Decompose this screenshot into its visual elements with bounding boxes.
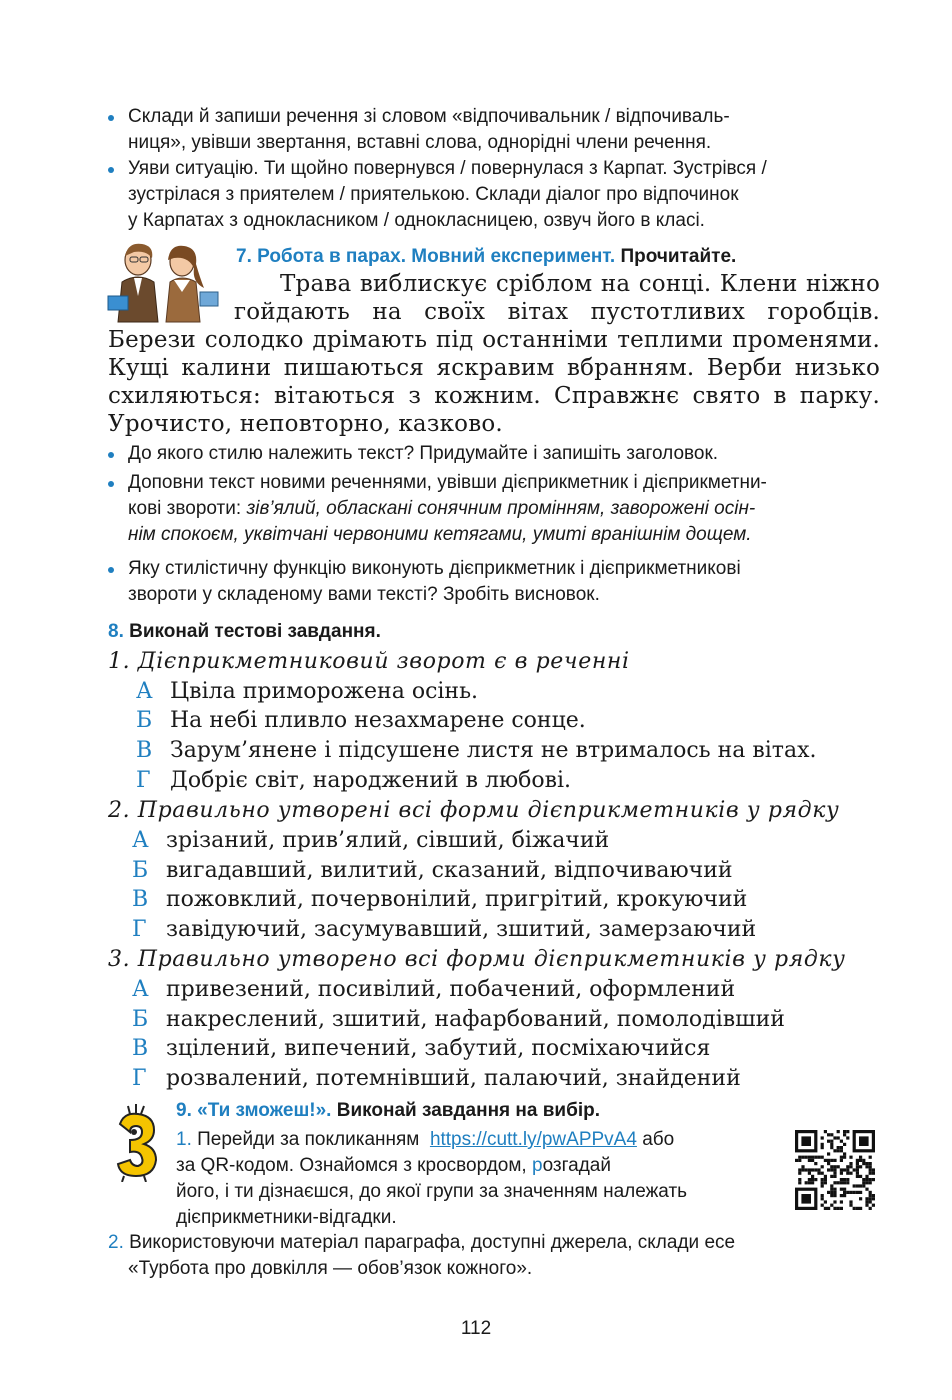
page-number: 112	[460, 1318, 492, 1339]
mascot-icon	[110, 1102, 164, 1182]
task8-heading: 8. Виконай тестові завдання.	[108, 621, 381, 642]
option-c: В пожовклий, почервонілий, пригрітий, крокуючий	[132, 887, 748, 912]
task7-heading: 7. Робота в парах. Мовний експеримент. Прочитайте.	[236, 246, 737, 267]
bullet-icon	[108, 452, 114, 458]
task7-text: Трава виблискує сріблом на сонці. Клени ніжно гойдають на своїх вітах пустотливих горобців. Берези солодко дрімають під останніми теплими променями. Кущі калини пишаються яскравим вбранням. Верби низько схиляються: вітаються з кожним. Справжнє свято в парку. Урочисто, неповторно, казково.	[108, 271, 880, 437]
qr-code-icon[interactable]	[795, 1130, 875, 1210]
option-c: В зцілений, випечений, забутий, посміхаючийся	[132, 1036, 711, 1061]
bullet-item: До якого стилю належить текст? Придумайте і запишіть заголовок.	[108, 441, 892, 467]
bullet-icon	[108, 481, 114, 487]
bullet-item	[108, 104, 892, 156]
question-2: 2. Правильно утворені всі форми дієприкметників у рядку	[108, 798, 840, 823]
task9-item1: 1. Перейди за покликанням https://cutt.ly/pwAPPvA4 або за QR-кодом. Ознайомся з кросвордом, розгадай його, і ти дізнаєшся, до якої групи за значенням належать дієприкметники-відгадки.	[176, 1129, 688, 1228]
option-c: В Зарум’янене і підсушене листя не втрималось на вітах.	[136, 738, 817, 763]
task9-item2: 2. Використовуючи матеріал параграфа, доступні джерела, склади есе «Турбота про довкілля — обов’язок кожного».	[108, 1232, 736, 1279]
option-a: А Цвіла приморожена осінь.	[136, 679, 479, 704]
bullet-icon	[108, 567, 114, 573]
bullet-item	[108, 156, 892, 234]
question-3: 3. Правильно утворено всі форми дієприкметників у рядку	[108, 947, 846, 972]
bullet-icon	[108, 167, 114, 173]
option-a: А привезений, посивілий, побачений, оформлений	[132, 977, 736, 1002]
option-b: Б На небі пливло незахмарене сонце.	[136, 708, 586, 733]
option-a: А зрізаний, прив’ялий, сівший, біжачий	[132, 828, 610, 853]
option-d: Г Добріє світ, народжений в любові.	[136, 768, 572, 793]
option-b: Б вигадавший, вилитий, сказаний, відпочиваючий	[132, 858, 733, 883]
task9-heading: 9. «Ти зможеш!». Виконай завдання на вибір.	[176, 1100, 600, 1121]
option-d: Г розвалений, потемнівший, палаючий, знайдений	[132, 1066, 741, 1091]
option-d: Г завідуючий, засумувавший, зшитий, замерзаючий	[132, 917, 757, 942]
bullet-icon	[108, 115, 114, 121]
option-b: Б накреслений, зшитий, нафарбований, помолодівший	[132, 1007, 785, 1032]
bullet-item: Доповни текст новими реченнями, увівши дієприкметник і дієприкметни- кові звороти: зів’ялий, обласкані сонячним промінням, заворожені осін- нім спокоєм, уквітчані червоними кетягами, умиті вранішнім дощем.	[108, 470, 892, 548]
bullet-text: Склади й запиши речення зі словом «відпочивальник / відпочиваль- ниця», увівши звертання, вставні слова, однорідні члени речення.	[128, 106, 730, 153]
bullet-text: Уяви ситуацію. Ти щойно повернувся / повернулася з Карпат. Зустрівся / зустрілася з приятелем / приятелькою. Склади діалог про відпочинок у Карпатах з однокласником / однокласницею, озвуч його в класі.	[128, 158, 767, 231]
bullet-item: Яку стилістичну функцію виконують дієприкметник і дієприкметникові звороти у складеному вами тексті? Зробіть висновок.	[108, 556, 892, 608]
crossword-link[interactable]: https://cutt.ly/pwAPPvA4	[429, 1129, 637, 1150]
question-1: 1. Дієприкметниковий зворот є в реченні	[108, 649, 630, 674]
